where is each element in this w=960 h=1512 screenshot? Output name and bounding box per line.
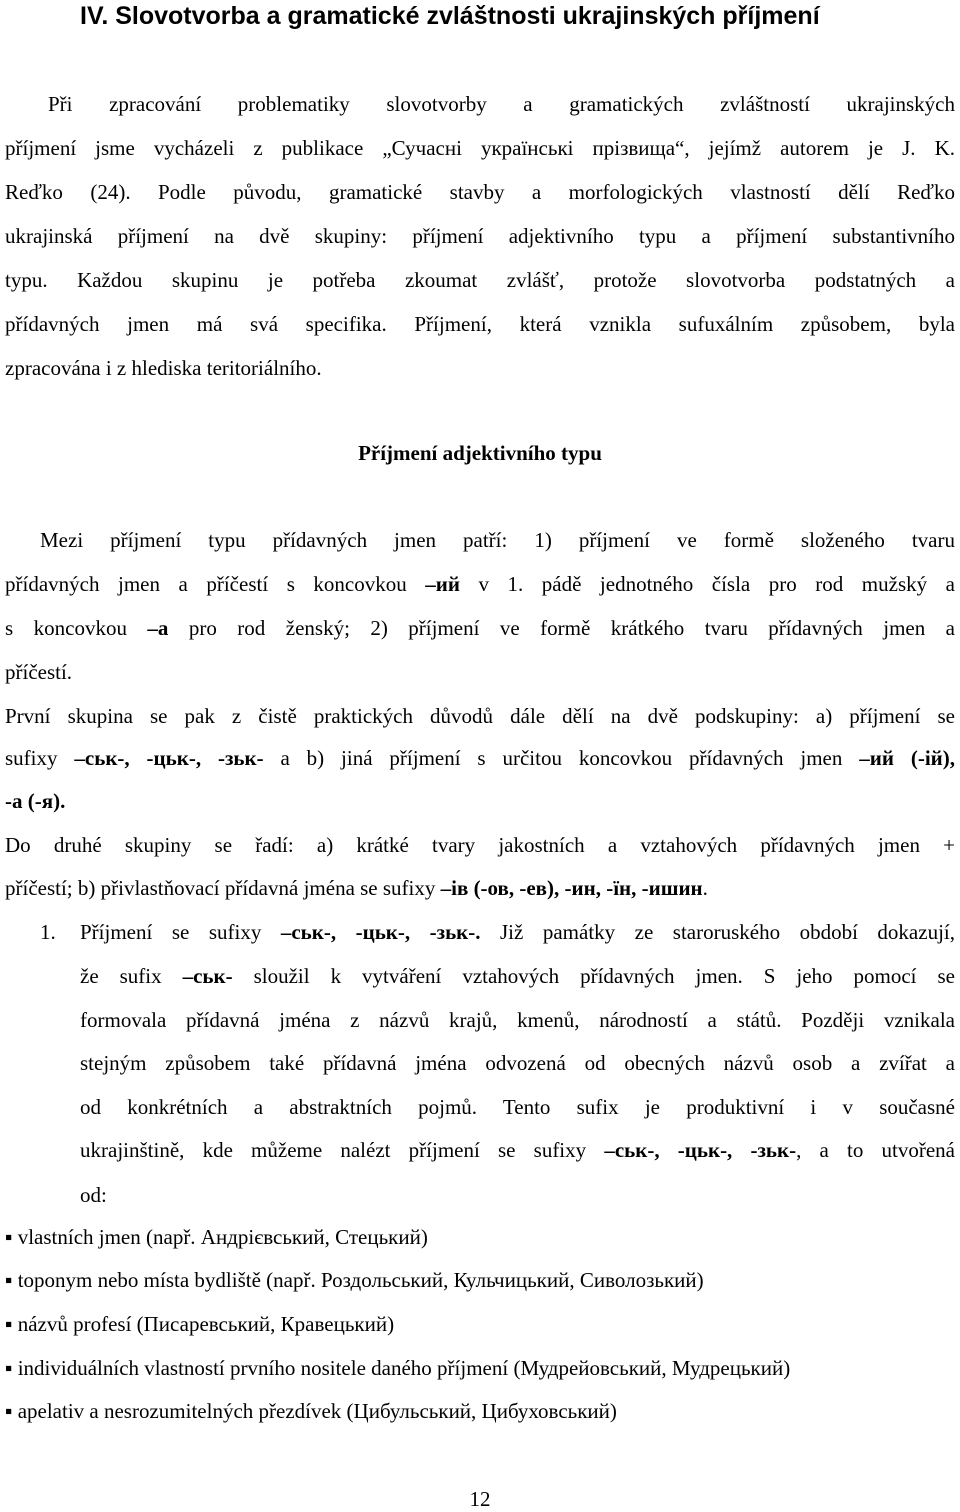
item1-line-5: od konkrétních a abstraktních pojmů. Tento sufix je produktivní i v současné (80, 1095, 955, 1119)
page-number: 12 (469, 1487, 491, 1511)
p3-line-1: První skupina se pak z čistě praktických důvodů dále dělí na dvě podskupiny: a) příjmení se (5, 704, 955, 728)
intro-line-2: příjmení jsme vycházeli z publikace „Сучасні українські прізвища“, jejímž autorem je J. K. (5, 136, 955, 160)
item1-line-4: stejným způsobem také přídavná jména odvozená od obecných názvů osob a zvířat a (80, 1051, 955, 1075)
bullet-item: ▪ toponym nebo místa bydliště (např. Роздольський, Кульчицький, Сиволозький) (5, 1268, 704, 1292)
p4-line-2: příčestí; b) přivlastňovací přídavná jména se sufixy –ів (-ов, -ев), -ин, -їн, -ишин. (5, 876, 708, 900)
p2-line-3: s koncovkou –a pro rod ženský; 2) příjmení ve formě krátkého tvaru přídavných jmen a (5, 616, 955, 640)
intro-line-6: přídavných jmen má svá specifika. Příjmení, která vznikla sufuxálním způsobem, byla (5, 312, 955, 336)
intro-line-3: Reďko (24). Podle původu, gramatické stavby a morfologických vlastností dělí Reďko (5, 180, 955, 204)
p2-line-4: příčestí. (5, 660, 73, 684)
p2-line-1: Mezi příjmení typu přídavných jmen patří: 1) příjmení ve formě složeného tvaru (40, 528, 955, 552)
p3-line-2: sufixy –ськ-, -цьк-, -зьк- a b) jiná příjmení s určitou koncovkou přídavných jmen –ий (-ій), (5, 746, 956, 770)
chapter-title: IV. Slovotvorba a gramatické zvláštnosti ukrajinských příjmení (80, 2, 820, 30)
intro-line-1: Při zpracování problematiky slovotvorby a gramatických zvláštností ukrajinských (48, 92, 955, 116)
item1-line-1: Příjmení se sufixy –ськ-, -цьк-, -зьк-. Již památky ze staroruského období dokazují, (80, 920, 955, 944)
bullet-item: ▪ individuálních vlastností prvního nositele daného příjmení (Мудрейовський, Мудрецький) (5, 1356, 791, 1380)
p3-line-3: -а (-я). (5, 789, 66, 813)
intro-line-7: zpracována i z hlediska teritoriálního. (5, 356, 322, 380)
item-number: 1. (40, 920, 56, 944)
intro-line-5: typu. Každou skupinu je potřeba zkoumat zvlášť, protože slovotvorba podstatných a (5, 268, 955, 292)
bullet-item: ▪ apelativ a nesrozumitelných přezdívek (Цибульський, Цибуховський) (5, 1399, 617, 1423)
item1-line-3: formovala přídavná jména z názvů krajů, kmenů, národností a států. Později vznikala (80, 1008, 955, 1032)
bullet-item: ▪ vlastních jmen (např. Андрієвський, Стецький) (5, 1225, 428, 1249)
item1-line-2: že sufix –ськ- sloužil k vytváření vztahových přídavných jmen. S jeho pomocí se (80, 964, 955, 988)
p2-line-2: přídavných jmen a příčestí s koncovkou –ий v 1. pádě jednotného čísla pro rod mužský a (5, 572, 955, 596)
p4-line-1: Do druhé skupiny se řadí: a) krátké tvary jakostních a vztahových přídavných jmen + (5, 833, 955, 857)
intro-line-4: ukrajinská příjmení na dvě skupiny: příjmení adjektivního typu a příjmení substantivního (5, 224, 955, 248)
section-heading: Příjmení adjektivního typu (358, 441, 602, 465)
item1-line-7: od: (80, 1183, 107, 1207)
bullet-item: ▪ názvů profesí (Писаревський, Кравецький) (5, 1312, 395, 1336)
item1-line-6: ukrajinštině, kde můžeme nalézt příjmení se sufixy –ськ-, -цьк-, -зьк-, a to utvořená (80, 1138, 955, 1162)
